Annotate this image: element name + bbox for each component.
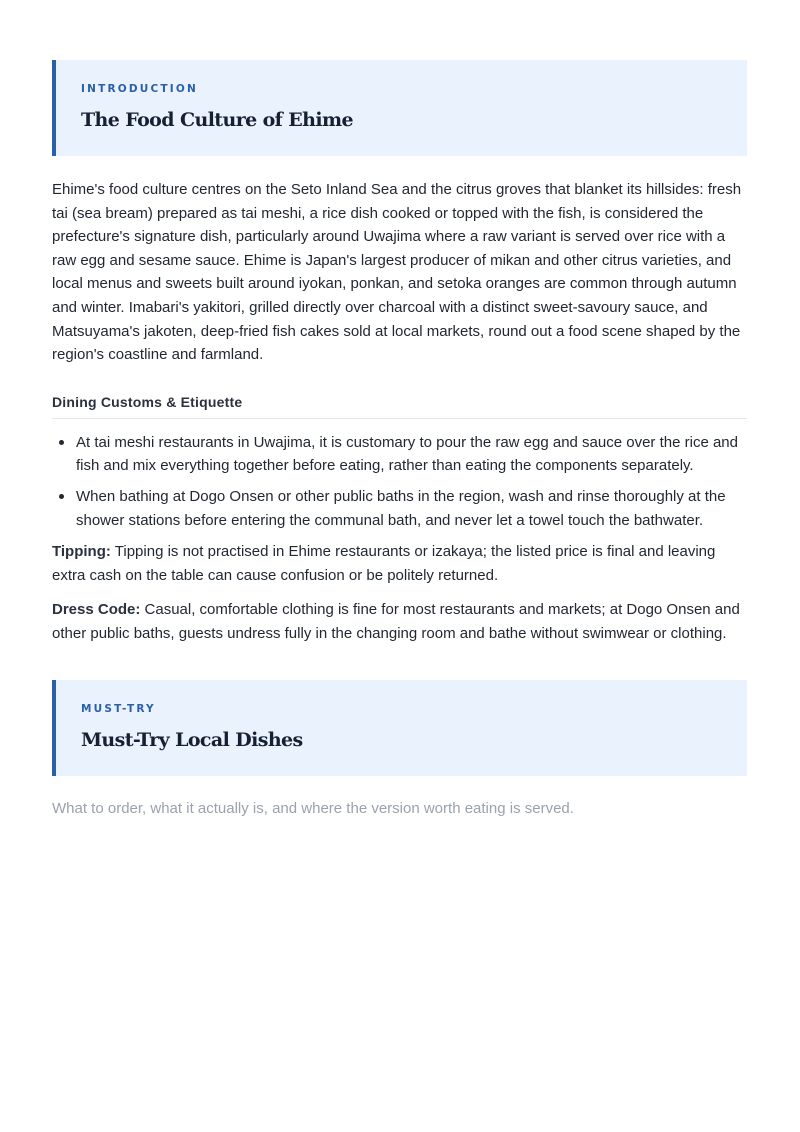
tipping-text: Tipping is not practised in Ehime restaurants or izakaya; the listed price is final and leaving extra cash on the table can cause confusion or be politely returned. <box>52 543 716 584</box>
list-item <box>52 485 747 532</box>
dress-code-text: Casual, comfortable clothing is fine for most restaurants and markets; at Dogo Onsen and other public baths, guests undress fully in the changing room and bathe without swimwear or clothing. <box>52 601 740 642</box>
intro-title: The Food Culture of Ehime <box>81 109 353 131</box>
tipping-label: Tipping: <box>52 543 111 561</box>
intro-eyebrow: INTRODUCTION <box>81 83 198 95</box>
bullet-icon <box>59 494 64 499</box>
dress-code-label: Dress Code: <box>52 601 141 619</box>
intro-section-header <box>52 60 747 156</box>
dress-code-note <box>52 598 747 645</box>
list-item-text: At tai meshi restaurants in Uwajima, it is customary to pour the raw egg and sauce over the rice and fish and mix everything together before eating, rather than eating the components separately. <box>76 433 738 475</box>
must-try-subtitle: What to order, what it actually is, and where the version worth eating is served. <box>52 799 574 817</box>
customs-heading: Dining Customs & Etiquette <box>52 394 747 419</box>
must-try-eyebrow: MUST-TRY <box>81 702 156 715</box>
page-content <box>52 60 747 820</box>
list-item-text: When bathing at Dogo Onsen or other public baths in the region, wash and rinse thoroughly at the shower stations before entering the communal bath, and never let a towel touch the bathwater. <box>76 487 726 529</box>
customs-list <box>52 431 747 532</box>
must-try-title: Must-Try Local Dishes <box>81 728 303 751</box>
bullet-icon <box>59 440 64 445</box>
intro-paragraph: Ehime's food culture centres on the Seto Inland Sea and the citrus groves that blanket its hillsides: fresh tai (sea bream) prepared as tai meshi, a rice dish cooked or topped with the fish, is considered the prefecture's signature dish, particularly around Uwajima where a raw variant is served over rice with a raw egg and sesame sauce. Ehime is Japan's largest producer of mikan and other citrus varieties, and local menus and sweets built around iyokan, ponkan, and setoka oranges are common through autumn and winter. Imabari's yakitori, grilled directly over charcoal with a distinct sweet-savoury sauce, and Matsuyama's jakoten, deep-fried fish cakes sold at local markets, round out a food scene shaped by the region's coastline and farmland. <box>52 181 742 364</box>
must-try-section-header <box>52 680 747 776</box>
list-item <box>52 431 747 478</box>
tipping-note <box>52 540 747 587</box>
